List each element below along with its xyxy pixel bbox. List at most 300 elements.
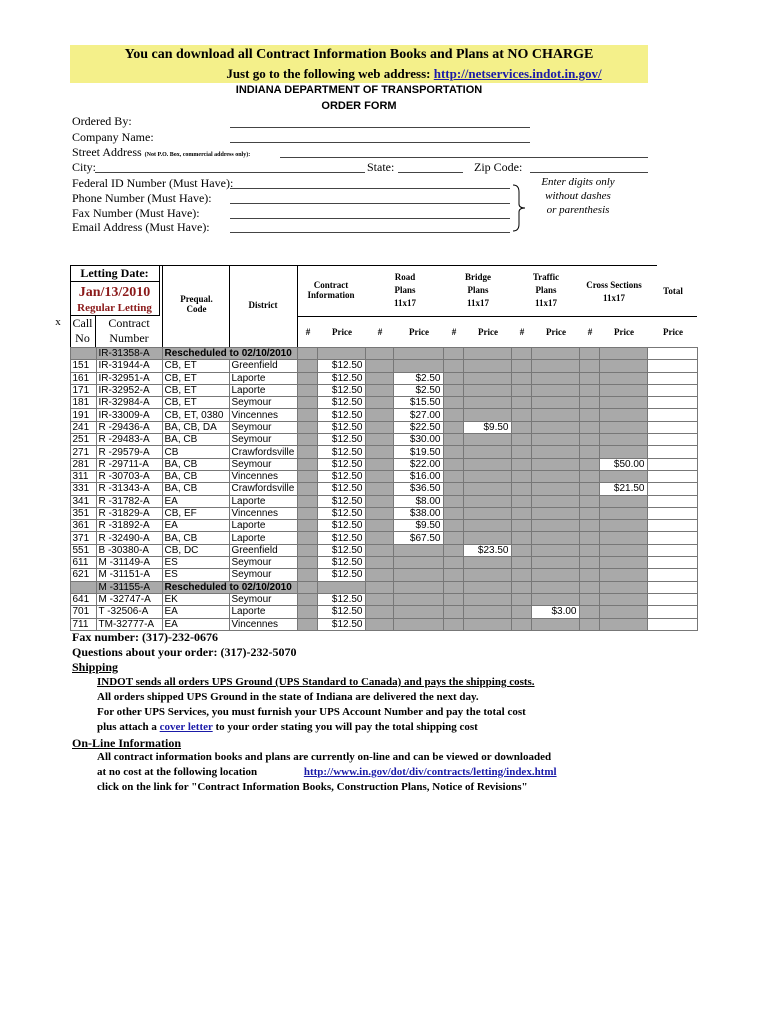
info-price-cell: $12.50 bbox=[317, 618, 365, 630]
col-prequal-l2: Code bbox=[186, 304, 207, 314]
bridge-qty-cell[interactable] bbox=[443, 458, 463, 470]
bridge-price-cell bbox=[463, 507, 511, 519]
road-qty-cell[interactable] bbox=[365, 409, 393, 421]
traffic-qty-cell[interactable] bbox=[511, 557, 531, 569]
cross-price-cell bbox=[599, 618, 647, 630]
table-row bbox=[48, 384, 697, 396]
info-qty-cell[interactable] bbox=[297, 557, 317, 569]
cross-qty-cell[interactable] bbox=[579, 483, 599, 495]
hash-info: # bbox=[305, 327, 311, 337]
hash-bridge: # bbox=[451, 327, 457, 337]
total-cell bbox=[647, 532, 697, 544]
traffic-qty-cell[interactable] bbox=[511, 507, 531, 519]
traffic-qty-cell[interactable] bbox=[511, 397, 531, 409]
select-cell[interactable] bbox=[48, 384, 70, 396]
bridge-price-cell bbox=[463, 470, 511, 482]
cross-qty-cell[interactable] bbox=[579, 520, 599, 532]
traffic-qty-cell[interactable] bbox=[511, 470, 531, 482]
info-qty-cell[interactable] bbox=[297, 606, 317, 618]
call-no-cell: 331 bbox=[70, 483, 96, 495]
road-qty-cell[interactable] bbox=[365, 446, 393, 458]
cross-qty-cell[interactable] bbox=[579, 421, 599, 433]
road-qty-cell[interactable] bbox=[365, 569, 393, 581]
bridge-price-cell bbox=[463, 495, 511, 507]
bridge-qty-cell[interactable] bbox=[443, 470, 463, 482]
select-cell[interactable] bbox=[48, 458, 70, 470]
call-no-cell: 641 bbox=[70, 593, 96, 605]
contract-number-cell: M -31151-A bbox=[96, 569, 162, 581]
bridge-price-cell bbox=[463, 532, 511, 544]
traffic-price-cell bbox=[531, 532, 579, 544]
road-qty-cell[interactable] bbox=[365, 618, 393, 630]
road-qty-cell[interactable] bbox=[365, 397, 393, 409]
road-qty-cell[interactable] bbox=[365, 507, 393, 519]
select-cell[interactable] bbox=[48, 397, 70, 409]
col-call-no-l2: No bbox=[75, 331, 90, 345]
ordered-by-field[interactable] bbox=[230, 127, 530, 128]
ship-line-2: All orders shipped UPS Ground in the state of Indiana are delivered the next day. bbox=[97, 691, 479, 703]
info-qty-cell[interactable] bbox=[297, 384, 317, 396]
road-qty-cell[interactable] bbox=[365, 360, 393, 372]
table-row bbox=[48, 520, 697, 532]
company-field[interactable] bbox=[230, 142, 530, 143]
road-qty-cell[interactable] bbox=[365, 421, 393, 433]
total-cell bbox=[647, 470, 697, 482]
road-price-cell bbox=[393, 593, 443, 605]
col-prequal-l1: Prequal. bbox=[180, 294, 213, 304]
info-qty-cell[interactable] bbox=[297, 470, 317, 482]
road-price-cell bbox=[393, 557, 443, 569]
traffic-qty-cell[interactable] bbox=[511, 606, 531, 618]
info-qty-cell[interactable] bbox=[297, 458, 317, 470]
prequal-cell: BA, CB, DA bbox=[162, 421, 229, 433]
bridge-price-cell bbox=[463, 483, 511, 495]
table-row bbox=[48, 569, 697, 581]
bridge-qty-cell[interactable] bbox=[443, 446, 463, 458]
road-qty-cell[interactable] bbox=[365, 372, 393, 384]
district-cell: Vincennes bbox=[229, 470, 297, 482]
contract-number-cell: R -29579-A bbox=[96, 446, 162, 458]
cross-qty-cell[interactable] bbox=[579, 470, 599, 482]
cross-qty-cell[interactable] bbox=[579, 606, 599, 618]
ship-line-3: For other UPS Services, you must furnish your UPS Account Number and pay the total cost bbox=[97, 706, 526, 718]
phone-label: Phone Number (Must Have): bbox=[72, 191, 212, 205]
bridge-price-cell bbox=[463, 434, 511, 446]
select-cell[interactable] bbox=[48, 434, 70, 446]
traffic-price-cell bbox=[531, 384, 579, 396]
col-cross-l2: 11x17 bbox=[602, 293, 625, 303]
road-qty-cell[interactable] bbox=[365, 581, 393, 593]
district-cell: Seymour bbox=[229, 569, 297, 581]
contract-number-cell: R -29436-A bbox=[96, 421, 162, 433]
cross-qty-cell[interactable] bbox=[579, 348, 599, 360]
contract-number-cell: R -30703-A bbox=[96, 470, 162, 482]
traffic-qty-cell[interactable] bbox=[511, 618, 531, 630]
info-price-cell: $12.50 bbox=[317, 507, 365, 519]
select-cell[interactable] bbox=[48, 483, 70, 495]
info-qty-cell[interactable] bbox=[297, 544, 317, 556]
fax-number: Fax number: (317)-232-0676 bbox=[72, 630, 218, 644]
call-no-cell: 171 bbox=[70, 384, 96, 396]
bridge-price-cell bbox=[463, 372, 511, 384]
bridge-qty-cell[interactable] bbox=[443, 593, 463, 605]
traffic-qty-cell[interactable] bbox=[511, 446, 531, 458]
traffic-price-cell bbox=[531, 557, 579, 569]
contract-number-cell: R -29711-A bbox=[96, 458, 162, 470]
col-road-l1: Road bbox=[394, 272, 416, 282]
ship-line-4 bbox=[97, 721, 478, 733]
call-no-cell: 701 bbox=[70, 606, 96, 618]
info-qty-cell[interactable] bbox=[297, 520, 317, 532]
district-cell: Vincennes bbox=[229, 507, 297, 519]
bridge-qty-cell[interactable] bbox=[443, 618, 463, 630]
info-qty-cell[interactable] bbox=[297, 507, 317, 519]
cross-price-cell bbox=[599, 606, 647, 618]
state-field[interactable] bbox=[398, 172, 463, 173]
traffic-price-cell bbox=[531, 360, 579, 372]
contract-number-cell: IR-32984-A bbox=[96, 397, 162, 409]
cross-price-cell bbox=[599, 372, 647, 384]
table-row bbox=[48, 593, 697, 605]
col-traffic bbox=[512, 272, 580, 308]
federal-id-field[interactable] bbox=[230, 188, 510, 189]
total-cell bbox=[647, 507, 697, 519]
road-qty-cell[interactable] bbox=[365, 593, 393, 605]
traffic-qty-cell[interactable] bbox=[511, 581, 531, 593]
call-no-cell: 551 bbox=[70, 544, 96, 556]
traffic-qty-cell[interactable] bbox=[511, 520, 531, 532]
fax-field[interactable] bbox=[230, 218, 510, 219]
bridge-qty-cell[interactable] bbox=[443, 581, 463, 593]
traffic-price-cell bbox=[531, 434, 579, 446]
traffic-qty-cell[interactable] bbox=[511, 409, 531, 421]
cross-qty-cell[interactable] bbox=[579, 372, 599, 384]
zip-field[interactable] bbox=[530, 172, 648, 173]
table-row bbox=[48, 557, 697, 569]
col-bridge-l3: 11x17 bbox=[466, 298, 489, 308]
select-cell[interactable] bbox=[48, 544, 70, 556]
table-row bbox=[48, 360, 697, 372]
info-qty-cell[interactable] bbox=[297, 593, 317, 605]
letting-type: Regular Letting bbox=[77, 302, 152, 314]
info-qty-cell[interactable] bbox=[297, 409, 317, 421]
call-no-cell: 191 bbox=[70, 409, 96, 421]
bridge-qty-cell[interactable] bbox=[443, 397, 463, 409]
banner-line1: You can download all Contract Information Books and Plans at NO CHARGE bbox=[124, 47, 594, 62]
select-cell[interactable] bbox=[48, 495, 70, 507]
info-price-cell: $12.50 bbox=[317, 384, 365, 396]
total-cell bbox=[647, 557, 697, 569]
banner-line2 bbox=[70, 66, 648, 82]
road-price-cell: $16.00 bbox=[393, 470, 443, 482]
letting-index-link[interactable]: http://www.in.gov/dot/div/contracts/letting/index.html bbox=[303, 766, 557, 778]
road-qty-cell[interactable] bbox=[365, 606, 393, 618]
select-cell[interactable] bbox=[48, 348, 70, 360]
road-price-cell: $9.50 bbox=[393, 520, 443, 532]
select-cell[interactable] bbox=[48, 606, 70, 618]
email-field[interactable] bbox=[230, 232, 510, 233]
total-cell bbox=[647, 581, 697, 593]
traffic-qty-cell[interactable] bbox=[511, 495, 531, 507]
company-label: Company Name: bbox=[72, 130, 154, 144]
district-cell: Vincennes bbox=[229, 618, 297, 630]
traffic-qty-cell[interactable] bbox=[511, 384, 531, 396]
info-qty-cell[interactable] bbox=[297, 397, 317, 409]
info-qty-cell[interactable] bbox=[297, 372, 317, 384]
bridge-qty-cell[interactable] bbox=[443, 434, 463, 446]
road-price-cell bbox=[393, 348, 443, 360]
traffic-qty-cell[interactable] bbox=[511, 483, 531, 495]
cross-price-cell bbox=[599, 470, 647, 482]
price-road: Price bbox=[409, 327, 429, 337]
cross-qty-cell[interactable] bbox=[579, 434, 599, 446]
info-qty-cell[interactable] bbox=[297, 495, 317, 507]
questions-line: Questions about your order: (317)-232-5070 bbox=[72, 645, 297, 659]
col-road-l2: Plans bbox=[394, 285, 416, 295]
bridge-qty-cell[interactable] bbox=[443, 360, 463, 372]
road-price-cell: $30.00 bbox=[393, 434, 443, 446]
bridge-qty-cell[interactable] bbox=[443, 606, 463, 618]
cross-qty-cell[interactable] bbox=[579, 397, 599, 409]
cross-qty-cell[interactable] bbox=[579, 544, 599, 556]
cross-qty-cell[interactable] bbox=[579, 495, 599, 507]
cross-qty-cell[interactable] bbox=[579, 409, 599, 421]
traffic-qty-cell[interactable] bbox=[511, 372, 531, 384]
select-cell[interactable] bbox=[48, 446, 70, 458]
netservices-link[interactable]: http://netservices.indot.in.gov/ bbox=[433, 66, 602, 81]
col-contract-number bbox=[96, 316, 162, 346]
road-price-cell bbox=[393, 360, 443, 372]
district-cell: Seymour bbox=[229, 557, 297, 569]
road-price-cell: $22.00 bbox=[393, 458, 443, 470]
bridge-qty-cell[interactable] bbox=[443, 507, 463, 519]
info-qty-cell[interactable] bbox=[297, 348, 317, 360]
shipping-heading: Shipping bbox=[72, 660, 119, 674]
bridge-qty-cell[interactable] bbox=[443, 483, 463, 495]
cross-qty-cell[interactable] bbox=[579, 360, 599, 372]
contract-number-cell: R -31892-A bbox=[96, 520, 162, 532]
info-qty-cell[interactable] bbox=[297, 434, 317, 446]
city-field[interactable] bbox=[95, 172, 365, 173]
traffic-qty-cell[interactable] bbox=[511, 421, 531, 433]
select-cell[interactable] bbox=[48, 532, 70, 544]
hash-cross: # bbox=[587, 327, 593, 337]
cross-price-cell bbox=[599, 446, 647, 458]
traffic-qty-cell[interactable] bbox=[511, 348, 531, 360]
cross-qty-cell[interactable] bbox=[579, 593, 599, 605]
prequal-cell: CB, ET bbox=[162, 360, 229, 372]
total-cell bbox=[647, 606, 697, 618]
traffic-qty-cell[interactable] bbox=[511, 434, 531, 446]
bridge-price-cell bbox=[463, 569, 511, 581]
call-no-cell: 251 bbox=[70, 434, 96, 446]
cross-qty-cell[interactable] bbox=[579, 581, 599, 593]
prequal-cell: CB, ET bbox=[162, 372, 229, 384]
table-row bbox=[48, 507, 697, 519]
select-cell[interactable] bbox=[48, 360, 70, 372]
traffic-price-cell bbox=[531, 483, 579, 495]
prequal-cell: BA, CB bbox=[162, 483, 229, 495]
info-qty-cell[interactable] bbox=[297, 581, 317, 593]
info-price-cell: $12.50 bbox=[317, 470, 365, 482]
info-price-cell: $12.50 bbox=[317, 593, 365, 605]
price-cross: Price bbox=[614, 327, 634, 337]
cross-qty-cell[interactable] bbox=[579, 458, 599, 470]
cross-qty-cell[interactable] bbox=[579, 384, 599, 396]
table-row bbox=[48, 434, 697, 446]
select-cell[interactable] bbox=[48, 409, 70, 421]
cross-price-cell bbox=[599, 557, 647, 569]
cross-price-cell bbox=[599, 495, 647, 507]
phone-field[interactable] bbox=[230, 203, 510, 204]
info-qty-cell[interactable] bbox=[297, 483, 317, 495]
info-price-cell: $12.50 bbox=[317, 397, 365, 409]
bridge-price-cell bbox=[463, 557, 511, 569]
road-qty-cell[interactable] bbox=[365, 458, 393, 470]
info-qty-cell[interactable] bbox=[297, 421, 317, 433]
col-traffic-l3: 11x17 bbox=[534, 298, 557, 308]
select-cell[interactable] bbox=[48, 593, 70, 605]
info-qty-cell[interactable] bbox=[297, 446, 317, 458]
traffic-qty-cell[interactable] bbox=[511, 593, 531, 605]
road-qty-cell[interactable] bbox=[365, 483, 393, 495]
info-qty-cell[interactable] bbox=[297, 569, 317, 581]
select-cell[interactable] bbox=[48, 421, 70, 433]
select-cell[interactable] bbox=[48, 569, 70, 581]
info-price-cell: $12.50 bbox=[317, 520, 365, 532]
contract-number-cell: R -31782-A bbox=[96, 495, 162, 507]
info-price-cell: $12.50 bbox=[317, 360, 365, 372]
info-qty-cell[interactable] bbox=[297, 618, 317, 630]
traffic-price-cell bbox=[531, 409, 579, 421]
online2-prefix: at no cost at the following location bbox=[97, 766, 258, 778]
select-cell[interactable] bbox=[48, 372, 70, 384]
traffic-price-cell bbox=[531, 581, 579, 593]
cross-qty-cell[interactable] bbox=[579, 507, 599, 519]
cross-qty-cell[interactable] bbox=[579, 532, 599, 544]
call-no-cell: 271 bbox=[70, 446, 96, 458]
table-row bbox=[48, 495, 697, 507]
road-qty-cell[interactable] bbox=[365, 532, 393, 544]
prequal-cell: EA bbox=[162, 520, 229, 532]
city-label: City: bbox=[72, 160, 97, 174]
bridge-qty-cell[interactable] bbox=[443, 544, 463, 556]
bridge-qty-cell[interactable] bbox=[443, 421, 463, 433]
prequal-cell: CB, EF bbox=[162, 507, 229, 519]
traffic-price-cell bbox=[531, 372, 579, 384]
info-price-cell bbox=[317, 348, 365, 360]
select-cell[interactable] bbox=[48, 520, 70, 532]
cross-qty-cell[interactable] bbox=[579, 569, 599, 581]
cross-price-cell bbox=[599, 520, 647, 532]
bridge-qty-cell[interactable] bbox=[443, 495, 463, 507]
col-info-l2: Information bbox=[307, 290, 355, 300]
road-qty-cell[interactable] bbox=[365, 557, 393, 569]
cross-qty-cell[interactable] bbox=[579, 557, 599, 569]
bridge-qty-cell[interactable] bbox=[443, 348, 463, 360]
bridge-qty-cell[interactable] bbox=[443, 372, 463, 384]
street-field[interactable] bbox=[280, 157, 648, 158]
table-row bbox=[48, 483, 697, 495]
cross-qty-cell[interactable] bbox=[579, 618, 599, 630]
district-cell: Laporte bbox=[229, 520, 297, 532]
info-price-cell: $12.50 bbox=[317, 532, 365, 544]
road-price-cell: $2.50 bbox=[393, 384, 443, 396]
road-qty-cell[interactable] bbox=[365, 544, 393, 556]
hash-road: # bbox=[377, 327, 383, 337]
bridge-price-cell bbox=[463, 409, 511, 421]
bridge-qty-cell[interactable] bbox=[443, 557, 463, 569]
cross-price-cell bbox=[599, 421, 647, 433]
contract-number-cell: IR-31358-A bbox=[96, 348, 162, 360]
total-cell bbox=[647, 495, 697, 507]
select-cell[interactable] bbox=[48, 507, 70, 519]
road-qty-cell[interactable] bbox=[365, 495, 393, 507]
road-qty-cell[interactable] bbox=[365, 470, 393, 482]
bridge-qty-cell[interactable] bbox=[443, 384, 463, 396]
col-call-no-l1: Call bbox=[72, 316, 93, 330]
select-cell[interactable] bbox=[48, 581, 70, 593]
road-price-cell: $38.00 bbox=[393, 507, 443, 519]
total-cell bbox=[647, 434, 697, 446]
district-cell: Seymour bbox=[229, 434, 297, 446]
road-price-cell: $19.50 bbox=[393, 446, 443, 458]
info-price-cell: $12.50 bbox=[317, 569, 365, 581]
street-label bbox=[72, 145, 250, 160]
cross-price-cell bbox=[599, 409, 647, 421]
road-qty-cell[interactable] bbox=[365, 384, 393, 396]
road-price-cell: $8.00 bbox=[393, 495, 443, 507]
traffic-qty-cell[interactable] bbox=[511, 532, 531, 544]
hash-traffic: # bbox=[519, 327, 525, 337]
traffic-qty-cell[interactable] bbox=[511, 458, 531, 470]
info-qty-cell[interactable] bbox=[297, 360, 317, 372]
select-cell[interactable] bbox=[48, 470, 70, 482]
bridge-qty-cell[interactable] bbox=[443, 532, 463, 544]
table-row bbox=[48, 446, 697, 458]
info-qty-cell[interactable] bbox=[297, 532, 317, 544]
traffic-qty-cell[interactable] bbox=[511, 569, 531, 581]
road-qty-cell[interactable] bbox=[365, 434, 393, 446]
info-price-cell: $12.50 bbox=[317, 458, 365, 470]
district-cell: Laporte bbox=[229, 532, 297, 544]
total-cell bbox=[647, 360, 697, 372]
cover-letter-link[interactable]: cover letter bbox=[159, 721, 213, 733]
traffic-qty-cell[interactable] bbox=[511, 544, 531, 556]
district-cell: Seymour bbox=[229, 421, 297, 433]
info-price-cell: $12.50 bbox=[317, 434, 365, 446]
info-price-cell: $12.50 bbox=[317, 446, 365, 458]
traffic-price-cell bbox=[531, 458, 579, 470]
state-label: State: bbox=[367, 160, 395, 174]
bridge-qty-cell[interactable] bbox=[443, 520, 463, 532]
traffic-price-cell bbox=[531, 495, 579, 507]
road-qty-cell[interactable] bbox=[365, 520, 393, 532]
bridge-qty-cell[interactable] bbox=[443, 409, 463, 421]
bridge-qty-cell[interactable] bbox=[443, 569, 463, 581]
select-cell[interactable] bbox=[48, 618, 70, 630]
total-cell bbox=[647, 458, 697, 470]
road-qty-cell[interactable] bbox=[365, 348, 393, 360]
contract-number-cell: IR-33009-A bbox=[96, 409, 162, 421]
cross-qty-cell[interactable] bbox=[579, 446, 599, 458]
traffic-qty-cell[interactable] bbox=[511, 360, 531, 372]
table-row bbox=[48, 409, 697, 421]
digits-note-1: Enter digits only bbox=[541, 176, 615, 188]
traffic-price-cell bbox=[531, 618, 579, 630]
road-price-cell: $22.50 bbox=[393, 421, 443, 433]
select-cell[interactable] bbox=[48, 557, 70, 569]
